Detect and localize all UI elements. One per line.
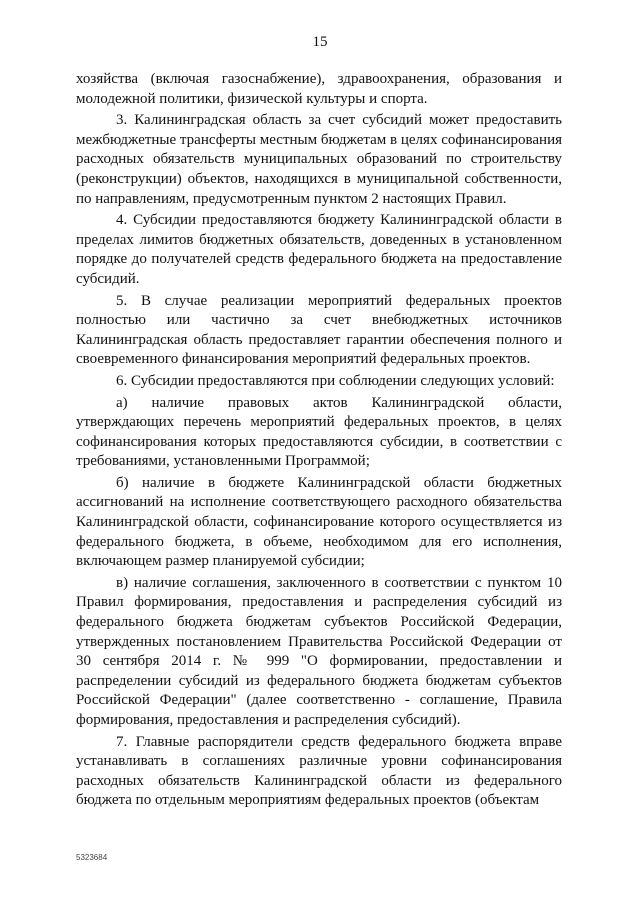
paragraph-item-4: 4. Субсидии предоставляются бюджету Калининградской области в пределах лимитов бюджетных обязательств, доведенных в установленном порядке до получателей средств федерального бюджета на предоставление субсидий. (76, 212, 562, 287)
paragraph-subitem-a: а) наличие правовых актов Калининградской области, утверждающих перечень мероприятий федеральных проектов, в целях софинансирования которых предоставляются субсидии, в соответствии с требованиями, установленными Программой; (76, 394, 562, 470)
paragraph-subitem-v: в) наличие соглашения, заключенного в соответствии с пунктом 10 Правил формирования, предоставления и распределения субсидий из федерального бюджета бюджетам субъектов Российской Федерации, утвержденных постановлением Правительства Российской Федерации от 30 сентября 2014 г. № 999 "О формировании, предоставлении и распределении субсидий из федерального бюджета бюджетам субъектов Российской Федерации" (далее соответственно - соглашение, Правила формирования, предоставления и распределения субсидий). (76, 574, 562, 728)
document-body (76, 70, 562, 811)
paragraph-item-3: 3. Калининградская область за счет субсидий может предоставить межбюджетные трансферты местным бюджетам в целях софинансирования расходных обязательств муниципальных образований по строительству (реконструкции) объектов, находящихся в муниципальной собственности, по направлениям, предусмотренным пунктом 2 настоящих Правил. (76, 112, 562, 207)
paragraph-subitem-b: б) наличие в бюджете Калининградской области бюджетных ассигнований на исполнение соответствующего расходного обязательства Калининградской области, софинансирование которого осуществляется из федерального бюджета, в объеме, необходимом для его исполнения, включающем размер планируемой субсидии; (76, 474, 562, 570)
paragraph-item-7: 7. Главные распорядители средств федерального бюджета вправе устанавливать в соглашениях различные уровни софинансирования расходных обязательств Калининградской области из федерального бюджета по отдельным мероприятиям федеральных проектов (объектам (76, 733, 562, 809)
page-number: 15 (312, 34, 328, 50)
paragraph-item-5: 5. В случае реализации мероприятий федеральных проектов полностью или частично за счет внебюджетных источников Калининградская область предоставляет гарантии обеспечения полного и своевременного финансирования мероприятий федеральных проектов. (76, 292, 562, 368)
document-id: 5323684 (76, 853, 108, 862)
paragraph-item-6: 6. Субсидии предоставляются при соблюдении следующих условий: (116, 372, 555, 389)
paragraph-continuation: хозяйства (включая газоснабжение), здравоохранения, образования и молодежной политики, физической культуры и спорта. (76, 71, 562, 107)
